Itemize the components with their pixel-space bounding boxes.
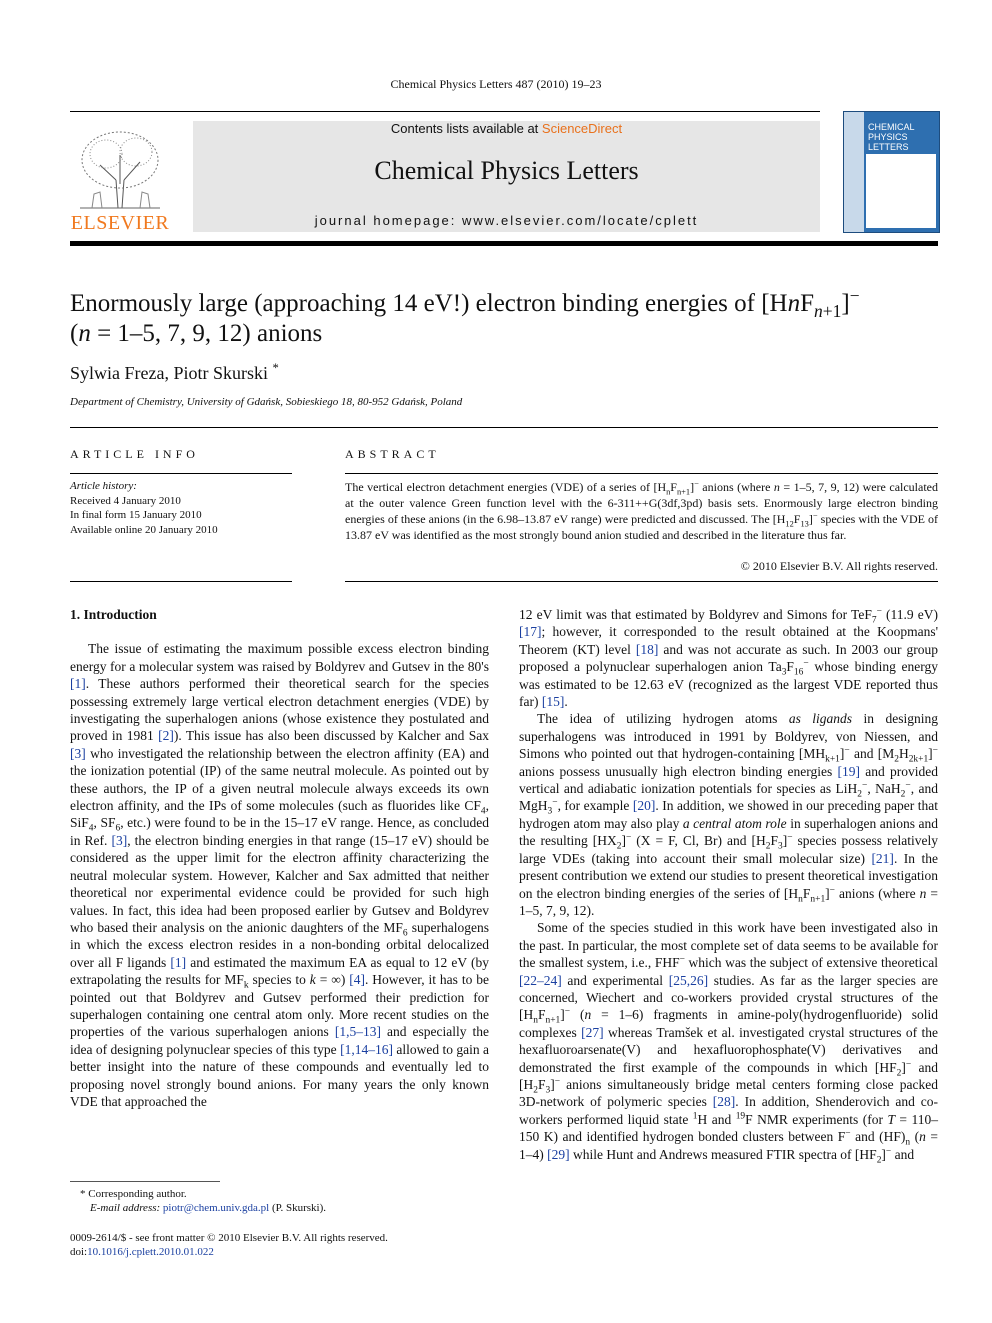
doi-link[interactable]: 10.1016/j.cplett.2010.01.022 <box>87 1246 214 1258</box>
cover-title <box>868 122 915 152</box>
cover-image <box>866 154 936 228</box>
abstract-bottom-rule <box>345 581 938 582</box>
journal-cover-thumbnail <box>843 111 940 233</box>
footnote-corresponding-text: Corresponding author. <box>88 1188 187 1200</box>
sciencedirect-link[interactable]: ScienceDirect <box>541 121 623 136</box>
footer-ids <box>70 1231 490 1259</box>
cover-strip <box>844 112 864 232</box>
footnote-rule <box>70 1181 220 1182</box>
abstract-text: The vertical electron detachment energies (VDE) of a series of $[H_nF_{n+1}]^-$ anions (where n = 1–5, 7, 9, 12) were calculated at the outer valence Green function level with the 6-311++G(3df,3pd) basis sets. Enormously large electron binding energies of these anions (in the 6.98–13.87 eV range) were predicted and discussed. The $[H_{12}F_{13}]^-$ species with the VDE of 13.87 eV was identified as the most strongly bound anion studied and described in the literature thus far. <box>345 479 938 542</box>
journal-name: Chemical Physics Letters <box>374 156 639 185</box>
intro-heading: 1. Introduction <box>70 607 157 622</box>
journal-homepage[interactable]: journal homepage: www.elsevier.com/locate/cplett <box>314 213 699 228</box>
abstract-heading: ABSTRACT <box>345 447 440 461</box>
elsevier-wordmark: ELSEVIER <box>70 212 170 234</box>
affiliation: Department of Chemistry, University of Gdańsk, Sobieskiego 18, 80-952 Gdańsk, Poland <box>70 396 463 408</box>
contents-prefix: Contents lists available at <box>390 121 542 136</box>
history-label: Article history: <box>70 480 137 492</box>
intro-paragraph: Some of the species studied in this work have been investigated also in the past. In particular, the most complete set of data seems to be available for the smallest system, i.e., FHF− which was the subject of extensive theoretical [22–24] and experimental [25,26] studies. As far as the larger species are concerned, Wiechert and co-workers provided crystal structures of the $[H_nF_{n+1}]^-$ (n = 1–6) fragments in amine-poly(hydrogenfluoride) solid complexes [27] whereas Tramšek et al. investigated crystal structures of the hexafluoroarsenate(V) and hexafluorophosphate(V) derivatives and demonstrated the first example of the compounds in which $[HF_2]^-$ and $[H_2F_3]^-$ anions simultaneously bridge metal centers forming close packed 3D-network of polymeric species [28]. In addition, Shenderovich and co-workers performed liquid state $^1$H and $^{19}$F NMR experiments (for T = 110–150 K) and identified hydrogen bonded clusters between F− and $(HF)_n$ (n = 1–4) [29] while Hunt and Andrews measured FTIR spectra of $[HF_2]^-$ and <box>519 920 939 1166</box>
intro-left-column <box>70 606 489 1110</box>
cover-title-line: CHEMICAL <box>868 122 915 132</box>
article-title: Enormously large (approaching 14 eV!) electron binding energies of [HnF$_{n+1}$]− (n = 1–5, 7, 9, 12) anions <box>70 285 860 347</box>
article-info-heading: ARTICLE INFO <box>70 447 199 461</box>
authors-text: Sylwia Freza, Piotr Skurski <box>70 363 268 383</box>
cover-title-line: LETTERS <box>868 142 909 152</box>
doi-prefix: doi: <box>70 1246 88 1258</box>
footnote-star: * <box>80 1188 86 1200</box>
intro-right-column <box>519 606 939 1166</box>
info-rule <box>70 427 938 428</box>
intro-paragraph: The idea of utilizing hydrogen atoms as ligands in designing superhalogens was introduced in 1991 by Boldyrev, von Niessen, and Simons who pointed out that hydrogen-containing $[MH_{k+1}]^-$ and $[M_2H_{2k+1}]^-$ anions possess unusually high electron binding energies [19] and provided vertical and adiabatic ionization potentials for species as LiH$_2$−, NaH$_2$−, and MgH$_3$−, for example [20]. In addition, we showed in our preceding paper that hydrogen atom may also play a central atom role in superhalogen anions and the resulting $[HX_2]^-$ (X = F, Cl, Br) and $[H_2F_3]^-$ species possess relatively large VDEs (taking into account their small molecular size) [21]. In the present contribution we extend our studies to present theoretical investigation on the electron binding energies of the series of $[H_nF_{n+1}]^-$ anions (where n = 1–5, 7, 9, 12). <box>519 711 939 918</box>
email-label: E-mail address: <box>90 1202 161 1214</box>
contents-line <box>193 121 820 136</box>
intro-paragraph: The issue of estimating the maximum possible excess electron binding energy for a molecular system was raised by Boldyrev and Gutsev in the 80's [1]. These authors performed their theoretical search for the species possessing extremely large vertical electron detachment energies (VDE) by investigating the superhalogen anions (whose existence they postulated and proved in 1981 [2]). This issue has also been discussed by Kalcher and Sax [3] who investigated the relationship between the electron affinity (EA) and the ionization potential (IP) of the same neutral molecule. As pointed out by these authors, the IP of a given neutral molecule always exceeds its own electron affinity, and the IPs of some molecules (such as fluorides like $CF_4$, SiF$_4$, $SF_6$, etc.) were found to be in the 15–17 eV range. Hence, as concluded in Ref. [3], the electron binding energies in that range (15–17 eV) should be considered as the upper limit for the electron affinity characterizing the neutral molecular system. However, Kalcher and Sax admitted that neither theoretical nor experimental evidence could be provided for such high values. In fact, this idea had been proposed earlier by Gutsev and Boldyrev who based their analysis on the anionic daughters of the $MF_6$ superhalogens in which the excess electron resides in a non-bonding orbital delocalized over all F ligands [1] and estimated the maximum EA as equal to 12 eV (by extrapolating the results for $MF_k$ species to k = ∞) [4]. However, it has to be pointed out that Boldyrev and Gutsev performed their prediction for superhalogen containing one central atom only. More recent studies on the properties of the various superhalogen anions [1,5–13] and especially the idea of designing polynuclear species of this type [1,14–16] allowed to gain a better insight into the nature of these compounds and eventually led to proposing novel strongly bound anions. For many years the only known VDE that approached the <box>70 641 489 1109</box>
abstract-rule <box>345 473 938 474</box>
footnote-corresponding <box>70 1187 490 1215</box>
issn-line: 0009-2614/$ - see front matter © 2010 Elsevier B.V. All rights reserved. <box>70 1232 388 1244</box>
author-list <box>70 363 279 384</box>
history-revised: In final form 15 January 2010 <box>70 509 202 521</box>
header-rule <box>70 111 820 112</box>
abstract-copyright: © 2010 Elsevier B.V. All rights reserved. <box>740 559 938 573</box>
intro-paragraph: 12 eV limit was that estimated by Boldyrev and Simons for TeF$_7$− (11.9 eV) [17]; however, it corresponded to the result obtained at the Koopmans' Theorem (KT) level [18] and was not accurate as such. In 2003 our group proposed a polynuclear superhalogen anion $Ta_3F_{16}^-$ whose binding energy was estimated to be 12.63 eV (recognized as the largest VDE reported thus far) [15]. <box>519 606 939 710</box>
article-history <box>70 479 292 537</box>
article-info-bottom-rule <box>70 581 292 582</box>
history-received: Received 4 January 2010 <box>70 494 181 507</box>
cover-title-line: PHYSICS <box>868 132 908 142</box>
banner-rule <box>70 241 938 246</box>
history-online: Available online 20 January 2010 <box>70 523 218 536</box>
email-link[interactable]: piotr@chem.univ.gda.pl <box>162 1202 270 1214</box>
email-suffix: (P. Skurski). <box>271 1202 327 1214</box>
article-info-rule <box>70 473 292 474</box>
journal-citation: Chemical Physics Letters 487 (2010) 19–23 <box>390 77 602 91</box>
corresponding-author-mark[interactable]: * <box>272 361 279 375</box>
